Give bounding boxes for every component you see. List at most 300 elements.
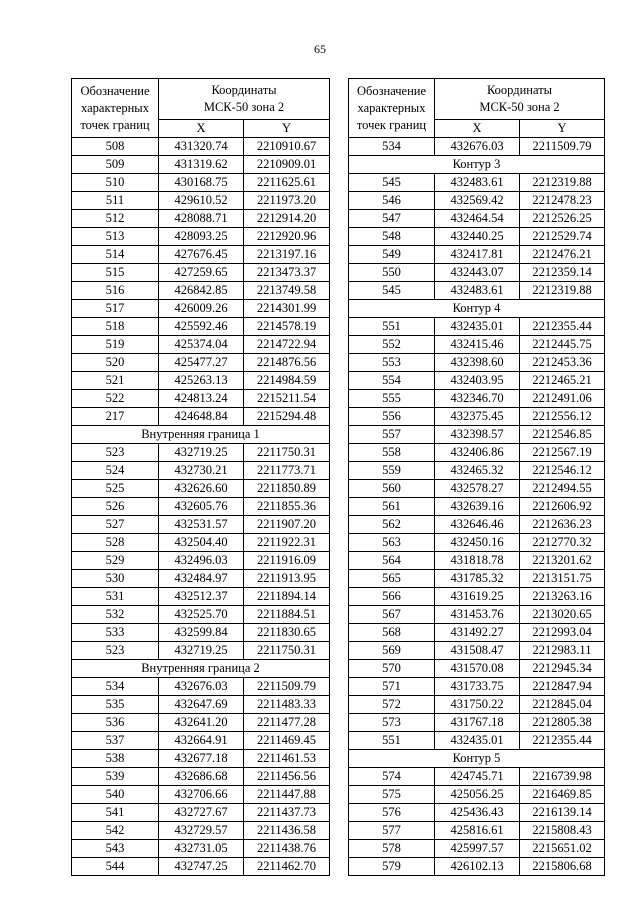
table-row xyxy=(72,282,330,300)
point-id-cell: 558 xyxy=(349,444,435,462)
section-row xyxy=(349,750,605,768)
y-value-cell: 2212491.06 xyxy=(520,390,605,408)
point-id-cell: 541 xyxy=(72,804,159,822)
table-row xyxy=(349,318,605,336)
y-value-cell: 2215651.02 xyxy=(520,840,605,858)
x-value-cell: 432484.97 xyxy=(159,570,244,588)
table-row xyxy=(72,444,330,462)
x-value-cell: 432398.60 xyxy=(435,354,520,372)
point-id-cell: 573 xyxy=(349,714,435,732)
point-id-cell: 552 xyxy=(349,336,435,354)
y-value-cell: 2212546.85 xyxy=(520,426,605,444)
point-label-header xyxy=(72,79,159,138)
x-value-cell: 432403.95 xyxy=(435,372,520,390)
section-row xyxy=(349,300,605,318)
point-id-cell: 515 xyxy=(72,264,159,282)
table-row xyxy=(349,678,605,696)
y-value-cell: 2211884.51 xyxy=(244,606,330,624)
y-value-cell: 2212494.55 xyxy=(520,480,605,498)
table-body-right xyxy=(349,138,605,876)
x-value-cell: 425436.43 xyxy=(435,804,520,822)
point-id-cell: 578 xyxy=(349,840,435,858)
coords-line1: Координаты xyxy=(211,83,277,97)
y-value-cell: 2211973.20 xyxy=(244,192,330,210)
point-id-cell: 525 xyxy=(72,480,159,498)
y-value-cell: 2216739.98 xyxy=(520,768,605,786)
x-value-cell: 430168.75 xyxy=(159,174,244,192)
point-id-cell: 537 xyxy=(72,732,159,750)
point-id-cell: 518 xyxy=(72,318,159,336)
y-value-cell: 2211509.79 xyxy=(244,678,330,696)
point-id-cell: 533 xyxy=(72,624,159,642)
table-row xyxy=(349,480,605,498)
point-id-cell: 527 xyxy=(72,516,159,534)
table-row xyxy=(349,444,605,462)
y-value-cell: 2212636.23 xyxy=(520,516,605,534)
table-row xyxy=(72,804,330,822)
point-id-cell: 514 xyxy=(72,246,159,264)
x-value-cell: 432406.86 xyxy=(435,444,520,462)
y-header: Y xyxy=(520,120,605,138)
point-id-cell: 556 xyxy=(349,408,435,426)
point-id-cell: 513 xyxy=(72,228,159,246)
table-row xyxy=(72,318,330,336)
point-id-cell: 574 xyxy=(349,768,435,786)
y-value-cell: 2211462.70 xyxy=(244,858,330,876)
point-id-cell: 545 xyxy=(349,282,435,300)
table-row xyxy=(349,624,605,642)
table-row xyxy=(72,210,330,228)
point-label-line1: Обозначение xyxy=(80,83,150,98)
table-row xyxy=(72,606,330,624)
coordinates-table-right xyxy=(348,78,605,876)
y-value-cell: 2211750.31 xyxy=(244,642,330,660)
y-value-cell: 2212770.32 xyxy=(520,534,605,552)
table-row xyxy=(72,696,330,714)
point-id-cell: 575 xyxy=(349,786,435,804)
y-value-cell: 2212465.21 xyxy=(520,372,605,390)
x-value-cell: 427259.65 xyxy=(159,264,244,282)
y-value-cell: 2211750.31 xyxy=(244,444,330,462)
y-value-cell: 2212319.88 xyxy=(520,282,605,300)
table-row xyxy=(349,552,605,570)
point-id-cell: 511 xyxy=(72,192,159,210)
point-id-cell: 563 xyxy=(349,534,435,552)
point-id-cell: 524 xyxy=(72,462,159,480)
x-value-cell: 429610.52 xyxy=(159,192,244,210)
table-row xyxy=(72,336,330,354)
x-value-cell: 425056.25 xyxy=(435,786,520,804)
y-value-cell: 2215211.54 xyxy=(244,390,330,408)
y-value-cell: 2212945.34 xyxy=(520,660,605,678)
point-id-cell: 521 xyxy=(72,372,159,390)
table-row xyxy=(72,822,330,840)
x-value-cell: 432531.57 xyxy=(159,516,244,534)
x-header: X xyxy=(159,120,244,138)
y-value-cell: 2213749.58 xyxy=(244,282,330,300)
table-row xyxy=(72,246,330,264)
x-value-cell: 432496.03 xyxy=(159,552,244,570)
x-value-cell: 425477.27 xyxy=(159,354,244,372)
x-value-cell: 432435.01 xyxy=(435,732,520,750)
point-id-cell: 509 xyxy=(72,156,159,174)
x-value-cell: 425263.13 xyxy=(159,372,244,390)
table-row xyxy=(349,354,605,372)
x-value-cell: 432483.61 xyxy=(435,282,520,300)
point-id-cell: 562 xyxy=(349,516,435,534)
point-id-cell: 538 xyxy=(72,750,159,768)
point-label-line2: характерных xyxy=(357,100,426,115)
point-id-cell: 551 xyxy=(349,732,435,750)
x-value-cell: 432730.21 xyxy=(159,462,244,480)
table-row xyxy=(72,552,330,570)
table-row xyxy=(349,390,605,408)
y-value-cell: 2210910.67 xyxy=(244,138,330,156)
table-row xyxy=(349,858,605,876)
table-row xyxy=(349,264,605,282)
table-row xyxy=(349,786,605,804)
y-value-cell: 2212567.19 xyxy=(520,444,605,462)
x-value-cell: 425997.57 xyxy=(435,840,520,858)
y-value-cell: 2212546.12 xyxy=(520,462,605,480)
table-row xyxy=(349,372,605,390)
y-value-cell: 2211447.88 xyxy=(244,786,330,804)
table-row xyxy=(349,534,605,552)
x-value-cell: 432599.84 xyxy=(159,624,244,642)
point-id-cell: 536 xyxy=(72,714,159,732)
x-value-cell: 426102.13 xyxy=(435,858,520,876)
point-id-cell: 548 xyxy=(349,228,435,246)
y-value-cell: 2215806.68 xyxy=(520,858,605,876)
x-value-cell: 432719.25 xyxy=(159,642,244,660)
table-row xyxy=(72,498,330,516)
y-value-cell: 2211855.36 xyxy=(244,498,330,516)
section-row xyxy=(72,660,330,678)
point-id-cell: 549 xyxy=(349,246,435,264)
y-value-cell: 2212920.96 xyxy=(244,228,330,246)
y-value-cell: 2216139.14 xyxy=(520,804,605,822)
y-value-cell: 2212914.20 xyxy=(244,210,330,228)
x-value-cell: 432646.46 xyxy=(435,516,520,534)
coordinates-table-left xyxy=(71,78,330,876)
x-value-cell: 432464.54 xyxy=(435,210,520,228)
y-value-cell: 2212805.38 xyxy=(520,714,605,732)
point-id-cell: 572 xyxy=(349,696,435,714)
table-row xyxy=(349,462,605,480)
point-id-cell: 534 xyxy=(72,678,159,696)
x-value-cell: 432435.01 xyxy=(435,318,520,336)
x-value-cell: 432346.70 xyxy=(435,390,520,408)
x-value-cell: 431320.74 xyxy=(159,138,244,156)
table-row xyxy=(72,768,330,786)
point-id-cell: 512 xyxy=(72,210,159,228)
point-id-cell: 543 xyxy=(72,840,159,858)
x-value-cell: 431570.08 xyxy=(435,660,520,678)
coords-line1: Координаты xyxy=(486,83,553,97)
x-value-cell: 431733.75 xyxy=(435,678,520,696)
x-value-cell: 428093.25 xyxy=(159,228,244,246)
y-value-cell: 2211461.53 xyxy=(244,750,330,768)
point-id-cell: 545 xyxy=(349,174,435,192)
x-value-cell: 432398.57 xyxy=(435,426,520,444)
x-value-cell: 424813.24 xyxy=(159,390,244,408)
point-id-cell: 577 xyxy=(349,822,435,840)
point-id-cell: 520 xyxy=(72,354,159,372)
table-row xyxy=(72,300,330,318)
table-row xyxy=(349,174,605,192)
point-id-cell: 561 xyxy=(349,498,435,516)
point-id-cell: 564 xyxy=(349,552,435,570)
point-id-cell: 508 xyxy=(72,138,159,156)
x-value-cell: 432747.25 xyxy=(159,858,244,876)
point-id-cell: 539 xyxy=(72,768,159,786)
point-id-cell: 568 xyxy=(349,624,435,642)
point-id-cell: 217 xyxy=(72,408,159,426)
x-value-cell: 432443.07 xyxy=(435,264,520,282)
y-value-cell: 2212476.21 xyxy=(520,246,605,264)
point-id-cell: 579 xyxy=(349,858,435,876)
table-row xyxy=(349,570,605,588)
table-row xyxy=(72,858,330,876)
table-row xyxy=(349,768,605,786)
y-value-cell: 2210909.01 xyxy=(244,156,330,174)
table-row xyxy=(349,804,605,822)
point-id-cell: 526 xyxy=(72,498,159,516)
x-value-cell: 425816.61 xyxy=(435,822,520,840)
x-value-cell: 431319.62 xyxy=(159,156,244,174)
point-label-line3: точек границ xyxy=(356,117,427,132)
coords-line2: МСК-50 зона 2 xyxy=(203,100,285,114)
y-value-cell: 2211437.73 xyxy=(244,804,330,822)
x-value-cell: 431508.47 xyxy=(435,642,520,660)
x-value-cell: 432686.68 xyxy=(159,768,244,786)
table-row xyxy=(72,228,330,246)
y-value-cell: 2211850.89 xyxy=(244,480,330,498)
point-id-cell: 560 xyxy=(349,480,435,498)
x-value-cell: 432676.03 xyxy=(159,678,244,696)
y-value-cell: 2211916.09 xyxy=(244,552,330,570)
x-value-cell: 432731.05 xyxy=(159,840,244,858)
table-body-left xyxy=(72,138,330,876)
point-id-cell: 516 xyxy=(72,282,159,300)
point-id-cell: 540 xyxy=(72,786,159,804)
point-id-cell: 542 xyxy=(72,822,159,840)
x-value-cell: 432417.81 xyxy=(435,246,520,264)
table-row xyxy=(72,732,330,750)
point-id-cell: 535 xyxy=(72,696,159,714)
point-id-cell: 553 xyxy=(349,354,435,372)
point-id-cell: 566 xyxy=(349,588,435,606)
table-row xyxy=(349,210,605,228)
x-value-cell: 431750.22 xyxy=(435,696,520,714)
y-value-cell: 2212529.74 xyxy=(520,228,605,246)
table-row xyxy=(72,480,330,498)
point-id-cell: 523 xyxy=(72,444,159,462)
table-row xyxy=(349,336,605,354)
table-row xyxy=(349,606,605,624)
y-value-cell: 2212355.44 xyxy=(520,318,605,336)
table-row xyxy=(72,390,330,408)
y-value-cell: 2211922.31 xyxy=(244,534,330,552)
table-row xyxy=(349,516,605,534)
x-value-cell: 432375.45 xyxy=(435,408,520,426)
y-value-cell: 2214984.59 xyxy=(244,372,330,390)
y-value-cell: 2212556.12 xyxy=(520,408,605,426)
point-label-line2: характерных xyxy=(81,100,149,115)
table-row xyxy=(349,138,605,156)
point-id-cell: 571 xyxy=(349,678,435,696)
table-row xyxy=(349,660,605,678)
table-row xyxy=(349,426,605,444)
point-id-cell: 576 xyxy=(349,804,435,822)
point-id-cell: 522 xyxy=(72,390,159,408)
point-id-cell: 554 xyxy=(349,372,435,390)
y-value-cell: 2214876.56 xyxy=(244,354,330,372)
x-value-cell: 432450.16 xyxy=(435,534,520,552)
y-value-cell: 2215294.48 xyxy=(244,408,330,426)
table-row xyxy=(72,624,330,642)
table-row xyxy=(349,282,605,300)
y-value-cell: 2212526.25 xyxy=(520,210,605,228)
y-value-cell: 2212453.36 xyxy=(520,354,605,372)
point-id-cell: 547 xyxy=(349,210,435,228)
point-id-cell: 530 xyxy=(72,570,159,588)
table-row xyxy=(72,678,330,696)
x-value-cell: 432719.25 xyxy=(159,444,244,462)
section-label: Контур 4 xyxy=(349,300,605,318)
section-label: Контур 5 xyxy=(349,750,605,768)
point-id-cell: 550 xyxy=(349,264,435,282)
y-value-cell: 2211913.95 xyxy=(244,570,330,588)
point-id-cell: 567 xyxy=(349,606,435,624)
table-row xyxy=(349,246,605,264)
x-header: X xyxy=(435,120,520,138)
point-id-cell: 551 xyxy=(349,318,435,336)
y-value-cell: 2214578.19 xyxy=(244,318,330,336)
point-label-header xyxy=(349,79,435,138)
x-value-cell: 432641.20 xyxy=(159,714,244,732)
x-value-cell: 432647.69 xyxy=(159,696,244,714)
table-row xyxy=(349,732,605,750)
x-value-cell: 425374.04 xyxy=(159,336,244,354)
table-row xyxy=(72,588,330,606)
point-label-line1: Обозначение xyxy=(356,83,427,98)
section-label: Внутренняя граница 2 xyxy=(72,660,330,678)
y-value-cell: 2211509.79 xyxy=(520,138,605,156)
y-value-cell: 2213197.16 xyxy=(244,246,330,264)
table-row xyxy=(72,354,330,372)
table-row xyxy=(72,372,330,390)
y-value-cell: 2211477.28 xyxy=(244,714,330,732)
point-id-cell: 523 xyxy=(72,642,159,660)
coords-line2: МСК-50 зона 2 xyxy=(479,100,560,114)
point-id-cell: 546 xyxy=(349,192,435,210)
table-row xyxy=(72,714,330,732)
y-value-cell: 2212993.04 xyxy=(520,624,605,642)
point-id-cell: 555 xyxy=(349,390,435,408)
table-row xyxy=(349,192,605,210)
x-value-cell: 432729.57 xyxy=(159,822,244,840)
coordinates-header xyxy=(159,79,330,120)
table-row xyxy=(72,462,330,480)
point-id-cell: 534 xyxy=(349,138,435,156)
point-id-cell: 570 xyxy=(349,660,435,678)
y-value-cell: 2213151.75 xyxy=(520,570,605,588)
point-label-line3: точек границ xyxy=(80,117,150,132)
y-value-cell: 2212445.75 xyxy=(520,336,605,354)
y-value-cell: 2211469.45 xyxy=(244,732,330,750)
point-id-cell: 569 xyxy=(349,642,435,660)
x-value-cell: 432504.40 xyxy=(159,534,244,552)
x-value-cell: 432626.60 xyxy=(159,480,244,498)
x-value-cell: 432578.27 xyxy=(435,480,520,498)
x-value-cell: 427676.45 xyxy=(159,246,244,264)
y-value-cell: 2211483.33 xyxy=(244,696,330,714)
y-value-cell: 2212847.94 xyxy=(520,678,605,696)
y-value-cell: 2211456.56 xyxy=(244,768,330,786)
y-value-cell: 2212478.23 xyxy=(520,192,605,210)
y-value-cell: 2213201.62 xyxy=(520,552,605,570)
table-row xyxy=(349,408,605,426)
y-value-cell: 2213473.37 xyxy=(244,264,330,282)
table-row xyxy=(349,714,605,732)
x-value-cell: 431818.78 xyxy=(435,552,520,570)
table-row xyxy=(349,822,605,840)
x-value-cell: 424745.71 xyxy=(435,768,520,786)
table-row xyxy=(349,588,605,606)
y-value-cell: 2211438.76 xyxy=(244,840,330,858)
y-value-cell: 2215808.43 xyxy=(520,822,605,840)
table-row xyxy=(349,498,605,516)
y-value-cell: 2212845.04 xyxy=(520,696,605,714)
y-header: Y xyxy=(244,120,330,138)
table-row xyxy=(72,156,330,174)
y-value-cell: 2214301.99 xyxy=(244,300,330,318)
point-id-cell: 532 xyxy=(72,606,159,624)
y-value-cell: 2211436.58 xyxy=(244,822,330,840)
x-value-cell: 432664.91 xyxy=(159,732,244,750)
point-id-cell: 517 xyxy=(72,300,159,318)
table-row xyxy=(72,264,330,282)
x-value-cell: 432677.18 xyxy=(159,750,244,768)
point-id-cell: 519 xyxy=(72,336,159,354)
x-value-cell: 431492.27 xyxy=(435,624,520,642)
section-row xyxy=(72,426,330,444)
point-id-cell: 565 xyxy=(349,570,435,588)
table-row xyxy=(349,642,605,660)
table-row xyxy=(349,840,605,858)
x-value-cell: 431453.76 xyxy=(435,606,520,624)
table-row xyxy=(72,174,330,192)
x-value-cell: 432465.32 xyxy=(435,462,520,480)
section-label: Контур 3 xyxy=(349,156,605,174)
table-row xyxy=(72,516,330,534)
y-value-cell: 2212983.11 xyxy=(520,642,605,660)
point-id-cell: 528 xyxy=(72,534,159,552)
table-row xyxy=(72,840,330,858)
y-value-cell: 2212355.44 xyxy=(520,732,605,750)
point-id-cell: 559 xyxy=(349,462,435,480)
y-value-cell: 2213263.16 xyxy=(520,588,605,606)
coordinates-header xyxy=(435,79,605,120)
point-id-cell: 544 xyxy=(72,858,159,876)
x-value-cell: 424648.84 xyxy=(159,408,244,426)
table-row xyxy=(72,192,330,210)
table-row xyxy=(72,642,330,660)
y-value-cell: 2211830.65 xyxy=(244,624,330,642)
section-row xyxy=(349,156,605,174)
x-value-cell: 432676.03 xyxy=(435,138,520,156)
